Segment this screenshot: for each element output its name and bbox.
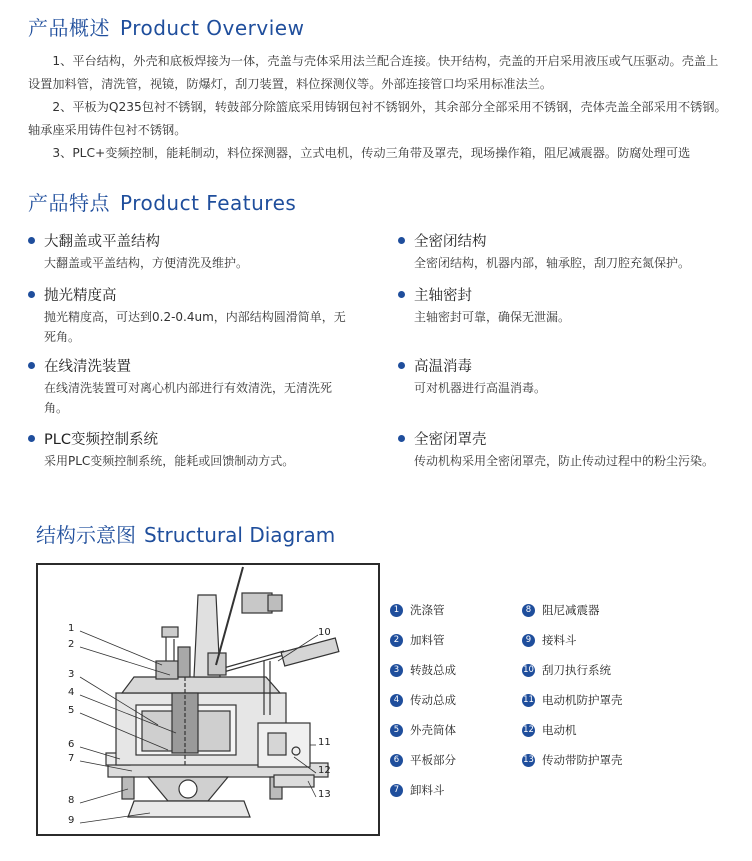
overview-paragraph-2: 2、平板为Q235包衬不锈钢，转鼓部分除篮底采用铸钢包衬不锈钢外，其余部分全部采用不锈钢，壳体壳盖全部采用不锈钢。轴承座采用铸件包衬不锈钢。 bbox=[28, 100, 727, 137]
legend-item bbox=[390, 602, 445, 618]
callout-7: 7 bbox=[68, 753, 75, 764]
callout-10: 10 bbox=[318, 627, 331, 638]
overview-text bbox=[28, 50, 728, 165]
legend-item bbox=[390, 782, 445, 798]
legend-item bbox=[390, 722, 456, 738]
callout-11: 11 bbox=[318, 737, 331, 748]
legend-number: 8 bbox=[522, 604, 535, 617]
bullet-dot-icon bbox=[28, 237, 35, 244]
feature-desc: 抛光精度高，可达到0.2-0.4um，内部结构圆滑简单，无死角。 bbox=[44, 310, 346, 344]
legend-item bbox=[390, 752, 456, 768]
callout-8: 8 bbox=[68, 795, 75, 806]
legend-number: 9 bbox=[522, 634, 535, 647]
overview-title bbox=[28, 12, 304, 41]
legend-number: 7 bbox=[390, 784, 403, 797]
legend-number: 3 bbox=[390, 664, 403, 677]
legend-label: 电动机 bbox=[542, 723, 577, 737]
lid-shape bbox=[122, 677, 280, 693]
legend-item bbox=[390, 692, 456, 708]
feature-desc: 在线清洗装置可对离心机内部进行有效清洗，无清洗死角。 bbox=[44, 381, 333, 415]
bullet-dot-icon bbox=[398, 362, 405, 369]
legend-label: 平板部分 bbox=[410, 753, 456, 767]
callout-12: 12 bbox=[318, 765, 331, 776]
legend-label: 电动机防护罩壳 bbox=[542, 693, 623, 707]
legend-item bbox=[522, 752, 623, 768]
legend-item bbox=[522, 692, 623, 708]
legend-item bbox=[390, 662, 456, 678]
legend-label: 刮刀执行系统 bbox=[542, 663, 611, 677]
bullet-dot-icon bbox=[398, 237, 405, 244]
feature-title: 在线清洗装置 bbox=[44, 359, 131, 375]
legend-label: 转鼓总成 bbox=[410, 663, 456, 677]
legend-label: 外壳筒体 bbox=[410, 723, 456, 737]
legend-item bbox=[522, 632, 577, 648]
feature-desc: 可对机器进行高温消毒。 bbox=[414, 381, 547, 395]
legend-number: 12 bbox=[523, 724, 534, 735]
legend-label: 洗涤管 bbox=[410, 603, 445, 617]
overview-paragraph-3: 3、PLC+变频控制，能耗制动，料位探测器，立式电机，传动三角带及罩壳，现场操作箱，阻尼减震器。防腐处理可选 bbox=[52, 146, 691, 160]
feature-desc: 传动机构采用全密闭罩壳，防止传动过程中的粉尘污染。 bbox=[414, 454, 715, 468]
legend-number: 6 bbox=[390, 754, 403, 767]
legend-label: 加料管 bbox=[410, 633, 445, 647]
feature-desc: 采用PLC变频控制系统，能耗或回馈制动方式。 bbox=[44, 454, 295, 468]
overview-title-cn: 产品概述 bbox=[28, 16, 110, 40]
callout-3: 3 bbox=[68, 669, 75, 680]
feature-title: 全密闭罩壳 bbox=[414, 432, 487, 448]
feature-title: PLC变频控制系统 bbox=[44, 432, 158, 448]
features-list bbox=[28, 230, 728, 475]
legend-label: 传动带防护罩壳 bbox=[542, 753, 623, 767]
legend-number: 1 bbox=[390, 604, 403, 617]
legend-label: 接料斗 bbox=[542, 633, 577, 647]
structural-diagram bbox=[36, 563, 380, 836]
bullet-dot-icon bbox=[398, 291, 405, 298]
diagram-title bbox=[36, 519, 335, 548]
features-title-cn: 产品特点 bbox=[28, 191, 110, 215]
overview-paragraph-1: 1、平台结构，外壳和底板焊接为一体，壳盖与壳体采用法兰配合连接。快开结构，壳盖的开启采用液压或气压驱动。壳盖上设置加料管，清洗管，视镜，防爆灯，刮刀装置，料位探测仪等。外部连接管口均采用标准法兰。 bbox=[28, 54, 719, 91]
bullet-dot-icon bbox=[28, 291, 35, 298]
callout-13: 13 bbox=[318, 789, 331, 800]
feature-desc: 主轴密封可靠，确保无泄漏。 bbox=[414, 310, 571, 324]
legend-number: 5 bbox=[390, 724, 403, 737]
feature-title: 大翻盖或平盖结构 bbox=[44, 234, 160, 250]
legend-number: 4 bbox=[390, 694, 403, 707]
feature-title: 高温消毒 bbox=[414, 359, 472, 375]
callout-6: 6 bbox=[68, 739, 75, 750]
features-title-en: Product Features bbox=[120, 191, 297, 215]
callout-5: 5 bbox=[68, 705, 75, 716]
legend-item bbox=[522, 722, 577, 738]
features-title bbox=[28, 187, 296, 216]
feature-desc: 大翻盖或平盖结构，方便清洗及维护。 bbox=[44, 256, 249, 270]
diagram-title-en: Structural Diagram bbox=[144, 523, 336, 547]
overview-title-en: Product Overview bbox=[120, 16, 305, 40]
legend-label: 卸料斗 bbox=[410, 783, 445, 797]
bullet-dot-icon bbox=[28, 435, 35, 442]
legend-number: 10 bbox=[523, 664, 534, 675]
feature-desc: 全密闭结构，机器内部，轴承腔，刮刀腔充氮保护。 bbox=[414, 256, 691, 270]
callout-2: 2 bbox=[68, 639, 75, 650]
legend-label: 传动总成 bbox=[410, 693, 456, 707]
legend-number: 11 bbox=[523, 694, 534, 705]
feature-title: 主轴密封 bbox=[414, 288, 472, 304]
diagram-title-cn: 结构示意图 bbox=[36, 523, 136, 547]
legend-number: 13 bbox=[523, 754, 534, 765]
legend-label: 阻尼减震器 bbox=[542, 603, 600, 617]
feature-title: 全密闭结构 bbox=[414, 234, 487, 250]
legend-item bbox=[522, 602, 600, 618]
callout-4: 4 bbox=[68, 687, 75, 698]
motor-shape bbox=[268, 733, 286, 755]
legend-item bbox=[390, 632, 445, 648]
bullet-dot-icon bbox=[28, 362, 35, 369]
bullet-dot-icon bbox=[398, 435, 405, 442]
callout-9: 9 bbox=[68, 815, 75, 826]
legend-item bbox=[522, 662, 611, 678]
callout-1: 1 bbox=[68, 623, 75, 634]
feature-title: 抛光精度高 bbox=[44, 288, 117, 304]
legend-number: 2 bbox=[390, 634, 403, 647]
